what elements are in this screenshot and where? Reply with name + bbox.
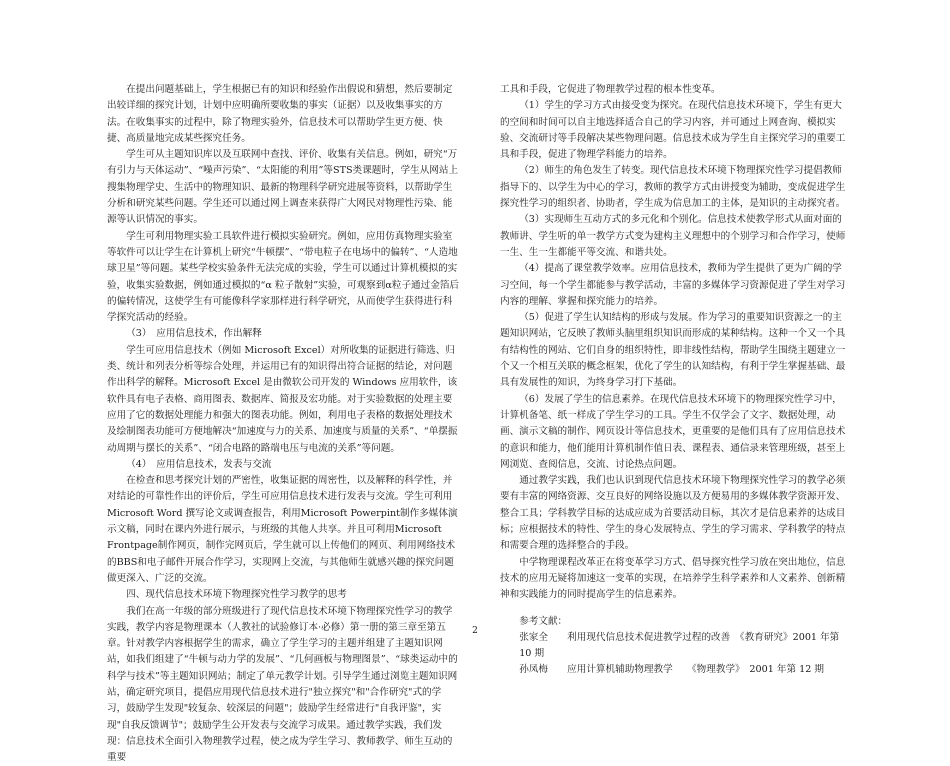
paragraph: 我们在高一年级的部分班级进行了现代信息技术环境下物理探究性学习的教学实践，教学内容是物理课本（人教社的试验修订本·必修）第一册的第三章至第五章。针对教学内容根据学生的需求，确立了学生学习的主题并组建了主题知识网站，如我们组建了“牛顿与动力学的发展”、“几何画板与物理图景”、“球类运动中的科学与技术”等主题知识网站；制定了单元教学计划。引导学生通过浏览主题知识网站，确定研究项目，提倡应用现代信息技术进行"独立探究"和"合作研究"式的学习，鼓励学生发现"较复杂、较深层的问题"；鼓励学生经常进行"自我评鉴"，实现"自我反馈调节"；鼓励学生公开发表与交流学习成果。通过教学实践，我们发现：信息技术全面引入物理教学过程，使之成为学生学习、教师教学、师生互动的重要	[107, 604, 460, 766]
paragraph: 学生可利用物理实验工具软件进行模拟实验研究。例如，应用仿真物理实验室等软件可以让学生在计算机上研究“牛顿摆”、“带电粒子在电场中的偏转”、“人造地球卫星”等问题。某些学校实验条件无法完成的实验，学生可以通过计算机模拟的实验，收集实验数据，例如通过模拟的“α 粒子散射”实验，可观察到α粒子通过金箔后的偏转情况，这使学生有可能像科学家那样进行科学研究，从而使学生获得进行科学探究活动的经验。	[107, 229, 460, 327]
references-heading: 参考文献：	[500, 614, 850, 630]
paragraph: 在检查和思考探究计划的严密性，收集证据的周密性，以及解释的科学性，并对结论的可靠性作出的评价后，学生可应用信息技术进行发表与交流。学生可利用Microsoft Word 撰写论文或调查报告，利用Microsoft Powerpint制作多媒体演示文稿，同时在课内外进行展示，与班级的其他人共享。并且可利用Microsoft Frontpage制作网页，制作完网页后，学生就可以上传他们的网页、利用网络技术的BBS和电子邮件开展合作学习，实现网上交流，与其他师生就感兴趣的探究问题做更深入、广泛的交流。	[107, 473, 460, 587]
paragraph: 工具和手段，它促进了物理教学过程的根本性变革。	[500, 82, 850, 98]
left-column	[107, 82, 460, 766]
paragraph: （2）师生的角色发生了转变。现代信息技术环境下物理探究性学习提倡教师指导下的、以学生为中心的学习，教师的教学方式由讲授变为辅助，变成促进学生探究性学习的组织者、协助者，学生成为信息加工的主体，是知识的主动探究者。	[500, 163, 850, 212]
paragraph: （6）发展了学生的信息素养。在现代信息技术环境下的物理探究性学习中，计算机备笔、纸一样成了学生学习的工具。学生不仅学会了文字、数据处理，动画、演示文稿的制作、网页设计等信息技术，更重要的是他们具有了应用信息技术的意识和能力，他们能用计算机制作值日表、课程表、通信录来管理班级，甚至上网浏览、查阅信息，交流、讨论热点问题。	[500, 392, 850, 473]
paragraph: 学生可从主题知识库以及互联网中查找、评价、收集有关信息。例如，研究“万有引力与天体运动”、“噪声污染”、“太阳能的利用”等STS类课题时，学生从网站上搜集物理学史、生活中的物理知识、最新的物理科学研究进展等资料，以帮助学生分析和研究某些问题。学生还可以通过网上调查来获得广大网民对物理性污染、能源等认识情况的事实。	[107, 147, 460, 228]
section-heading: （4） 应用信息技术，发表与交流	[107, 457, 460, 473]
section-heading: （3） 应用信息技术，作出解释	[107, 326, 460, 342]
paragraph: （4）提高了课堂教学效率。应用信息技术，教师为学生提供了更为广阔的学习空间，每一个学生都能参与教学活动，丰富的多媒体学习资源促进了学生对学习内容的理解、掌握和探究能力的培养。	[500, 261, 850, 310]
page-number: 2	[0, 626, 950, 636]
paragraph: 通过教学实践，我们也认识到现代信息技术环境下物理探究性学习的教学必须要有丰富的网络资源、交互良好的网络设施以及方便易用的多媒体教学资源开发、整合工具；学科教学目标的达成应成为首要活动目标，其次才是信息素养的达成目标；应根据技术的特性、学生的身心发展特点、学生的学习需求、学科教学的特点和需要合理的选择整合的手段。	[500, 473, 850, 554]
paragraph: （5）促进了学生认知结构的形成与发展。作为学习的重要知识资源之一的主题知识网站，它反映了教师头脑里组织知识而形成的某种结构。这种一个又一个具有结构性的网站、它们自身的组织特性，即非线性结构，帮助学生围绕主题建立一个又一个相互关联的概念框架，优化了学生的认知结构，有利于学生掌握基础、最具有发展性的知识，为终身学习打下基础。	[500, 310, 850, 391]
paragraph: （3）实现师生互动方式的多元化和个别化。信息技术使教学形式从面对面的教师讲、学生听的单一教学方式变为建构主义理想中的个别学习和合作学习，使师一生、生一生都能平等交流、和谐共处。	[500, 212, 850, 261]
paragraph: 学生可应用信息技术（例如 Microsoft Excel）对所收集的证据进行筛选、归类、统计和列表分析等综合处理，并运用已有的知识得出符合证据的结论，对问题作出科学的解释。Microsoft Excel 是由微软公司开发的 Windows 应用软件，该软件具有电子表格、商用图表、数据库、简报及宏功能。对于实验数据的处理主要应用了它的数据处理能力和强大的图表功能。例如，利用电子表格的数据处理技术及绘制图表功能可方便地解决“加速度与力的关系、加速度与质量的关系”、“单摆振动周期与摆长的关系”、“闭合电路的路端电压与电流的关系”等问题。	[107, 343, 460, 457]
paragraph: 中学物理课程改革正在将变革学习方式、倡导探究性学习放在突出地位，信息技术的应用无疑将加速这一变革的实现，在培养学生科学素养和人文素养、创新精神和实践能力的同时提高学生的信息素养。	[500, 555, 850, 604]
reference-item: 张家全 利用现代信息技术促进教学过程的改善 《教育研究》2001 年第 10 期	[500, 630, 850, 663]
right-column	[500, 82, 850, 679]
reference-item: 孙凤梅 应用计算机辅助物理教学 《物理教学》 2001 年第 12 期	[500, 662, 850, 678]
paragraph: 在提出问题基础上，学生根据已有的知识和经验作出假说和猜想，然后要制定出较详细的探究计划，计划中应明确所要收集的事实（证据）以及收集事实的方法。在收集事实的过程中，除了物理实验外，信息技术可以帮助学生更方便、快捷、高质量地完成某些探究任务。	[107, 82, 460, 147]
section-heading: 四、现代信息技术环境下物理探究性学习教学的思考	[107, 587, 460, 603]
paragraph: （1）学生的学习方式由接受变为探究。在现代信息技术环境下，学生有更大的空间和时间可以自主地选择适合自己的学习内容，并可通过上网查询、模拟实验、交流研讨等手段解决某些物理问题。信息技术成为学生自主探究学习的重要工具和手段，促进了物理学科能力的培养。	[500, 98, 850, 163]
